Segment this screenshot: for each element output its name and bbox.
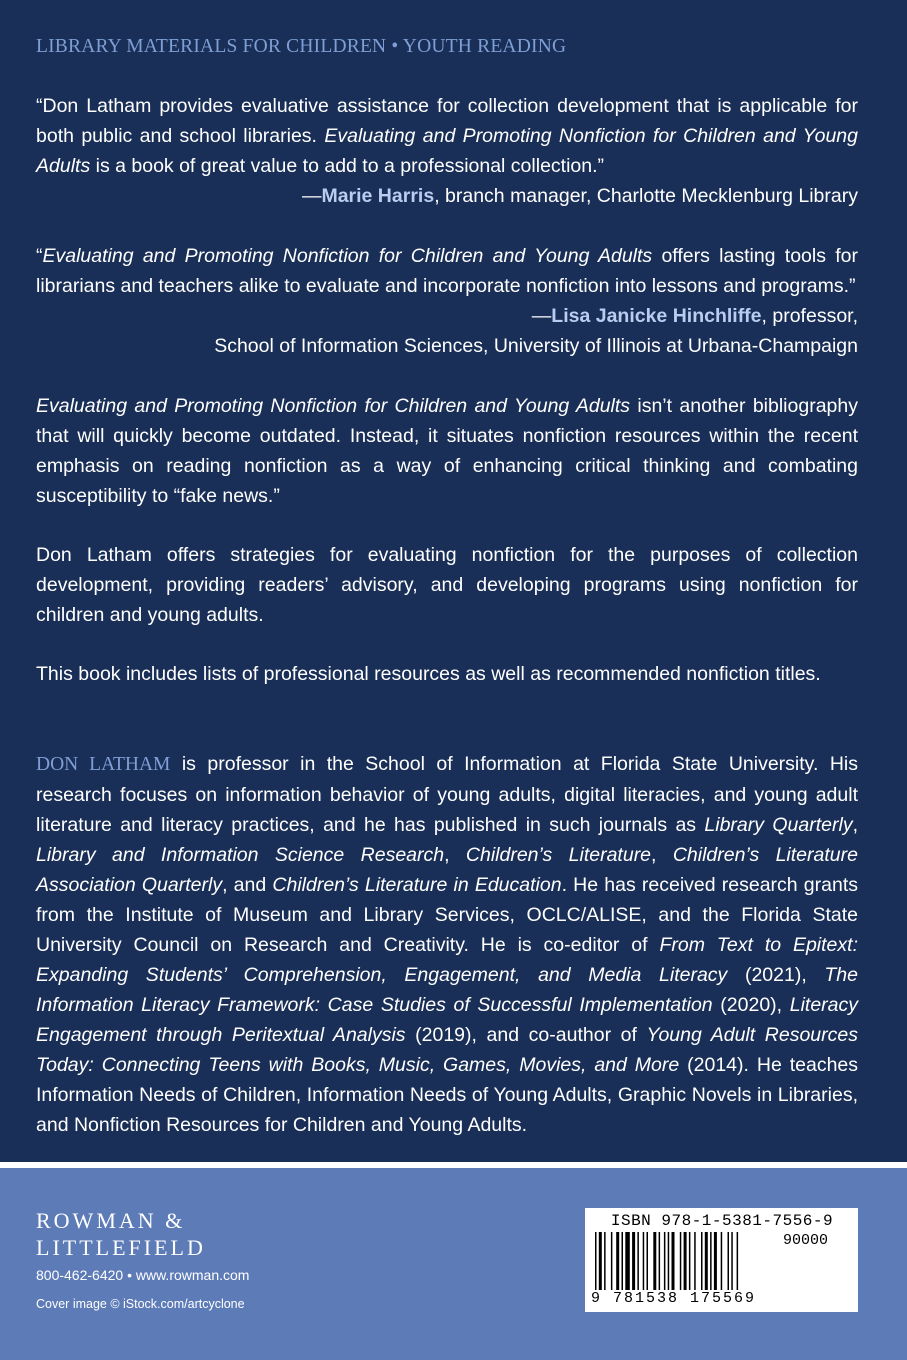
- quote-text: is a book of great value to add to a professional collection.”: [90, 155, 605, 177]
- endorser-name: Marie Harris: [321, 185, 435, 207]
- ean-number: 9 781538 175569: [591, 1290, 757, 1307]
- quote-text: offers lasting tools for librarians and teachers alike to evaluate and incorporate nonfiction into lessons and programs.”: [36, 245, 858, 297]
- endorser-role: , professor,: [761, 305, 858, 327]
- endorser-role: , branch manager, Charlotte Mecklenburg Library: [434, 185, 858, 207]
- author-name: DON LATHAM: [36, 754, 171, 775]
- series-heading: LIBRARY MATERIALS FOR CHILDREN • YOUTH READING: [36, 36, 567, 57]
- book-title: Evaluating and Promoting Nonfiction for Children and Young Adults: [36, 125, 858, 177]
- quote-text: “Don Latham provides evaluative assistance for collection development that is applicable for both public and school libraries.: [36, 95, 858, 147]
- description-paragraph-2: Don Latham offers strategies for evaluating nonfiction for the purposes of collection development, providing readers’ advisory, and developing programs using nonfiction for children and young adults.: [36, 544, 858, 626]
- publisher-contact: 800-462-6420 • www.rowman.com: [36, 1267, 250, 1283]
- book-title: Evaluating and Promoting Nonfiction for Children and Young Adults: [36, 395, 631, 417]
- endorser-affiliation: School of Information Sciences, University of Illinois at Urbana-Champaign: [214, 335, 858, 357]
- book-title: Evaluating and Promoting Nonfiction for Children and Young Adults: [42, 245, 653, 267]
- isbn-barcode: [585, 1208, 858, 1312]
- publisher-footer: [0, 1168, 907, 1360]
- attribution-marie-harris: —Marie Harris, branch manager, Charlotte Mecklenburg Library: [301, 185, 858, 207]
- price-code: 90000: [783, 1232, 829, 1249]
- cover-image-credit: Cover image © iStock.com/artcyclone: [36, 1297, 245, 1311]
- isbn-label: ISBN 978-1-5381-7556-9: [610, 1212, 834, 1230]
- author-bio: DON LATHAM is professor in the School of Information at Florida State University. His research focuses on information behavior of young adults, digital literacies, and young adult literature and literacy practices, and he has published in such journals as Library Quarterly, Library and Information Science Research, Children’s Literature, Children’s Literature Association Quarterly, and Children’s Literature in Education. He has received research grants from the Institute of Museum and Library Services, OCLC/ALISE, and the Florida State University Council on Research and Creativity. He is co-editor of From Text to Epitext: Expanding Students’ Comprehension, Engagement, and Media Literacy (2021), The Information Literacy Framework: Case Studies of Successful Implementation (2020), Literacy Engagement through Peritextual Analysis (2019), and co-author of Young Adult Resources Today: Connecting Teens with Books, Music, Games, Movies, and More (2014). He teaches Information Needs of Children, Information Needs of Young Adults, Graphic Novels in Libraries, and Nonfiction Resources for Children and Young Adults.: [36, 753, 859, 1136]
- barcode-bars-icon: [593, 1232, 773, 1290]
- quote-marie-harris: [36, 91, 858, 181]
- publisher-logo-line-2: LITTLEFIELD: [36, 1235, 206, 1260]
- publisher-logo-line-1: ROWMAN &: [36, 1208, 186, 1233]
- endorser-name: Lisa Janicke Hinchliffe: [551, 305, 762, 327]
- description-paragraph-3: This book includes lists of professional resources as well as recommended nonfiction titles.: [36, 663, 821, 685]
- quote-lisa-hinchliffe: “Evaluating and Promoting Nonfiction for Children and Young Adults offers lasting tools for librarians and teachers alike to evaluate and incorporate nonfiction into lessons and programs.”: [36, 245, 858, 297]
- attribution-lisa-hinchliffe: —Lisa Janicke Hinchliffe, professor,: [531, 305, 858, 327]
- description-paragraph-1: Evaluating and Promoting Nonfiction for Children and Young Adults isn’t another bibliography that will quickly become outdated. Instead, it situates nonfiction resources within the recent emphasis on reading nonfiction as a way of enhancing critical thinking and combating susceptibility to “fake news.”: [36, 395, 858, 507]
